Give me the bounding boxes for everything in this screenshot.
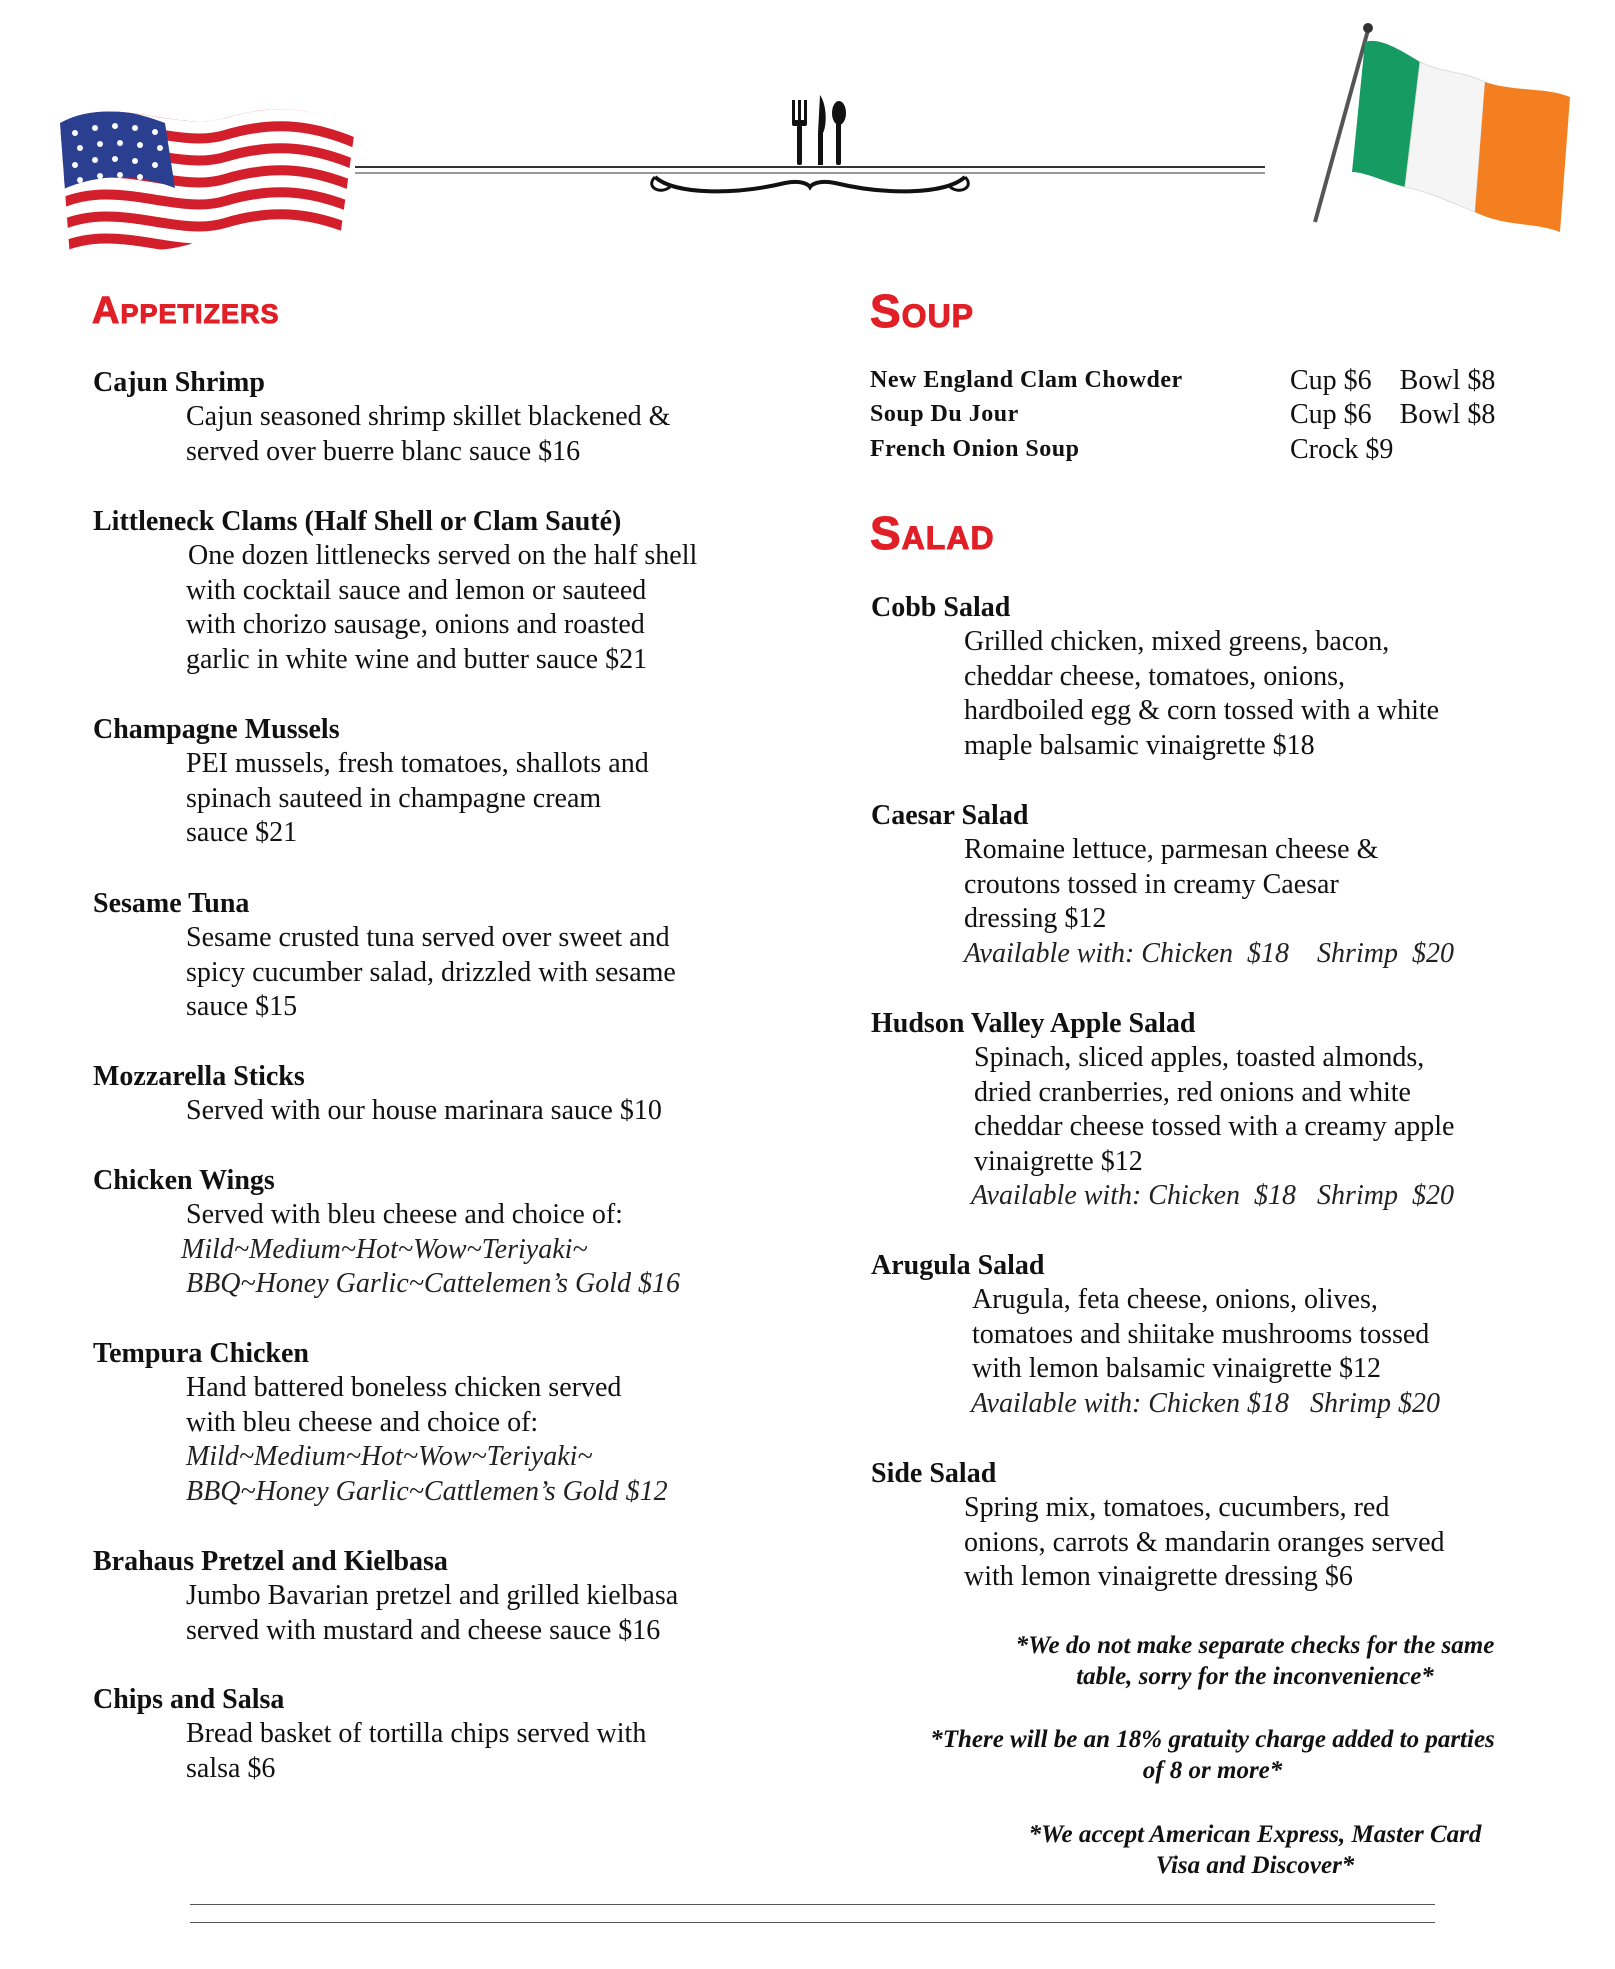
appetizer-item: [93, 1060, 662, 1129]
item-desc: tomatoes and shiitake mushrooms tossed: [972, 1318, 1430, 1350]
notice-separate-checks: [960, 1630, 1550, 1692]
notice-line: table, sorry for the inconvenience*: [1076, 1663, 1434, 1690]
item-name: Tempura Chicken: [93, 1338, 310, 1369]
item-name: Arugula Salad: [871, 1250, 1045, 1281]
item-desc: Served with our house marinara sauce $10: [186, 1095, 662, 1126]
appetizer-item: [93, 366, 670, 469]
item-desc: cheddar cheese tossed with a creamy apple: [974, 1111, 1455, 1142]
item-desc: maple balsamic vinaigrette $18: [964, 729, 1315, 761]
soup-price: Cup $6 Bowl $8: [1290, 399, 1496, 430]
item-name: Sesame Tuna: [93, 888, 250, 919]
soup-title: Soup: [870, 285, 975, 337]
item-desc: with cocktail sauce and lemon or sauteed: [186, 574, 647, 606]
item-name: Brahaus Pretzel and Kielbasa: [93, 1546, 448, 1577]
notice-line: *There will be an 18% gratuity charge added to parties: [930, 1726, 1495, 1753]
item-desc: Romaine lettuce, parmesan cheese &: [964, 834, 1379, 865]
salad-item: [871, 1457, 1445, 1595]
notice-line: *We do not make separate checks for the same: [1015, 1632, 1495, 1659]
appetizer-item: [93, 713, 649, 851]
soup-name: Soup Du Jour: [870, 401, 1019, 427]
item-name: Littleneck Clams (Half Shell or Clam Sauté): [93, 506, 622, 537]
notice-line: *We accept American Express, Master Card: [1028, 1821, 1482, 1848]
item-desc: cheddar cheese, tomatoes, onions,: [964, 660, 1345, 692]
salad-item: [871, 1249, 1440, 1421]
item-desc: served with mustard and cheese sauce $16: [186, 1614, 661, 1646]
appetizer-item: [93, 1683, 646, 1786]
item-desc: Spring mix, tomatoes, cucumbers, red: [964, 1492, 1390, 1523]
bottom-divider: [190, 1922, 1435, 1923]
item-name: Champagne Mussels: [93, 714, 340, 745]
add-protein-options: Available with: Chicken $18 Shrimp $20: [964, 937, 1454, 969]
add-protein-options: Available with: Chicken $18 Shrimp $20: [971, 1180, 1454, 1211]
item-desc: onions, carrots & mandarin oranges served: [964, 1526, 1445, 1558]
notice-line: Visa and Discover*: [1155, 1852, 1355, 1879]
item-name: Side Salad: [871, 1458, 997, 1489]
item-desc: Hand battered boneless chicken served: [186, 1372, 622, 1403]
item-desc: hardboiled egg & corn tossed with a white: [964, 695, 1440, 726]
salad-item: [871, 1007, 1454, 1214]
sauce-options: Mild~Medium~Hot~Wow~Teriyaki~: [186, 1441, 593, 1472]
notice-line: of 8 or more*: [1142, 1757, 1283, 1784]
item-desc: Arugula, feta cheese, onions, olives,: [972, 1284, 1378, 1315]
item-desc: Served with bleu cheese and choice of:: [186, 1199, 623, 1230]
item-desc: Spinach, sliced apples, toasted almonds,: [974, 1042, 1425, 1073]
appetizer-item: [93, 887, 676, 1025]
item-desc: sauce $15: [186, 991, 298, 1022]
item-desc: Sesame crusted tuna served over sweet and: [186, 922, 670, 953]
appetizer-item: [93, 1337, 668, 1509]
item-desc: with lemon balsamic vinaigrette $12: [972, 1353, 1382, 1384]
soup-price: Cup $6 Bowl $8: [1290, 365, 1496, 396]
item-desc: spinach sauteed in champagne cream: [186, 782, 602, 814]
salad-title: Salad: [870, 507, 995, 559]
sauce-options: BBQ~Honey Garlic~Cattlemen’s Gold $12: [186, 1475, 668, 1507]
item-desc: PEI mussels, fresh tomatoes, shallots and: [186, 748, 649, 779]
add-protein-options: Available with: Chicken $18 Shrimp $20: [971, 1387, 1440, 1419]
item-name: Hudson Valley Apple Salad: [871, 1008, 1196, 1039]
item-desc: with bleu cheese and choice of:: [186, 1406, 539, 1438]
item-desc: served over buerre blanc sauce $16: [186, 435, 581, 467]
item-desc: One dozen littlenecks served on the half shell: [188, 540, 698, 571]
item-desc: spicy cucumber salad, drizzled with sesame: [186, 956, 676, 988]
item-desc: croutons tossed in creamy Caesar: [964, 868, 1339, 900]
item-name: Chicken Wings: [93, 1165, 275, 1196]
appetizers-title: Appetizers: [92, 290, 280, 332]
item-desc: salsa $6: [186, 1752, 276, 1784]
sauce-options: Mild~Medium~Hot~Wow~Teriyaki~: [181, 1233, 588, 1265]
item-desc: sauce $21: [186, 817, 298, 848]
item-desc: Jumbo Bavarian pretzel and grilled kielbasa: [186, 1580, 679, 1611]
item-desc: dried cranberries, red onions and white: [974, 1076, 1411, 1108]
item-desc: Cajun seasoned shrimp skillet blackened &: [186, 401, 671, 432]
soup-name: New England Clam Chowder: [870, 367, 1183, 393]
item-desc: vinaigrette $12: [974, 1145, 1143, 1177]
soup-name: French Onion Soup: [870, 436, 1080, 462]
item-name: Cajun Shrimp: [93, 367, 265, 398]
item-name: Chips and Salsa: [93, 1684, 285, 1715]
ireland-flag-icon: [1310, 22, 1590, 257]
item-desc: with lemon vinaigrette dressing $6: [964, 1561, 1353, 1592]
soup-price: Crock $9: [1290, 434, 1394, 465]
item-name: Cobb Salad: [871, 592, 1011, 623]
appetizer-item: [93, 1545, 678, 1648]
item-desc: with chorizo sausage, onions and roasted: [186, 609, 645, 640]
sauce-options: BBQ~Honey Garlic~Cattelemen’s Gold $16: [186, 1268, 681, 1299]
item-name: Mozzarella Sticks: [93, 1061, 305, 1092]
appetizer-item: [93, 505, 697, 677]
item-desc: dressing $12: [964, 903, 1107, 934]
item-name: Caesar Salad: [871, 800, 1029, 831]
item-desc: Grilled chicken, mixed greens, bacon,: [964, 626, 1390, 657]
notice-gratuity: [870, 1724, 1555, 1786]
appetizer-item: [93, 1164, 680, 1302]
notice-payment: [960, 1819, 1550, 1881]
cutlery-ornament-icon: [355, 95, 1265, 205]
us-flag-icon: [55, 88, 360, 263]
salad-item: [871, 591, 1439, 763]
item-desc: Bread basket of tortilla chips served with: [186, 1718, 647, 1749]
item-desc: garlic in white wine and butter sauce $21: [186, 643, 648, 675]
salad-item: [871, 799, 1454, 971]
bottom-divider: [190, 1904, 1435, 1905]
